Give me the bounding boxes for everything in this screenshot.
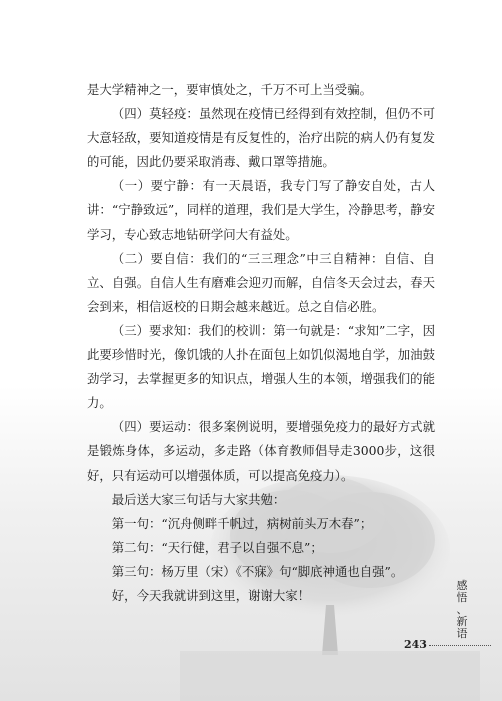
paragraph: 第三句：杨万里（宋）《不寐》句“脚底神通也自强”。 bbox=[111, 563, 404, 579]
side-label-char: 新 bbox=[456, 615, 468, 628]
paragraph: （三）要求知：我们的校训：第一句就是：“求知”二字，因此要珍惜时光，像饥饿的人扑在面包上如饥似渴地自学，加油鼓劲学习，去掌握更多的知识点，增强人生的本领，增强我们的能力。 bbox=[87, 322, 435, 411]
paragraph: （一）要宁静：有一天晨语，我专门写了静安自处，古人讲：“宁静致远”，同样的道理，我们是大学生，冷静思考，静安学习，专心致志地钻研学问大有益处。 bbox=[87, 178, 435, 242]
page-number-footer bbox=[404, 638, 494, 651]
side-label-char: 语 bbox=[456, 627, 468, 640]
side-label-char: 、 bbox=[456, 603, 468, 616]
paragraph: （四）要运动：很多案例说明，要增强免疫力的最好方式就是锻炼身体，多运动，多走路（体育教师倡导走3000步，这很好，只有运动可以增强体质，可以提高免疫力）。 bbox=[87, 419, 435, 483]
section-side-label bbox=[452, 580, 472, 640]
paragraph: 好，今天我就讲到这里，谢谢大家！ bbox=[111, 587, 311, 603]
page-number: 243 bbox=[404, 638, 427, 651]
side-label-char: 悟 bbox=[456, 591, 468, 604]
paragraph: （四）莫轻疫：虽然现在疫情已经得到有效控制，但仍不可大意轻敌，要知道疫情是有反复性的，治疗出院的病人仍有复发的可能，因此仍要采取消毒、戴口罩等措施。 bbox=[87, 106, 435, 170]
paragraph: 第一句：“沉舟侧畔千帆过，病树前头万木春”； bbox=[111, 515, 373, 531]
paragraph: 第二句：“天行健，君子以自强不息”； bbox=[111, 539, 323, 555]
paragraph: 最后送大家三句话与大家共勉： bbox=[111, 491, 286, 507]
dotted-leader bbox=[429, 645, 491, 646]
side-label-char: 感 bbox=[456, 579, 468, 592]
body-text bbox=[87, 78, 435, 608]
paragraph: 是大学精神之一，要审慎处之，千万不可上当受骗。 bbox=[87, 82, 372, 97]
paragraph: （二）要自信：我们的“三三理念”中三自精神：自信、自立、自强。自信人生有磨难会迎刃而解，自信冬天会过去，春天会到来，相信返校的日期会越来越近。总之自信必胜。 bbox=[87, 250, 435, 314]
